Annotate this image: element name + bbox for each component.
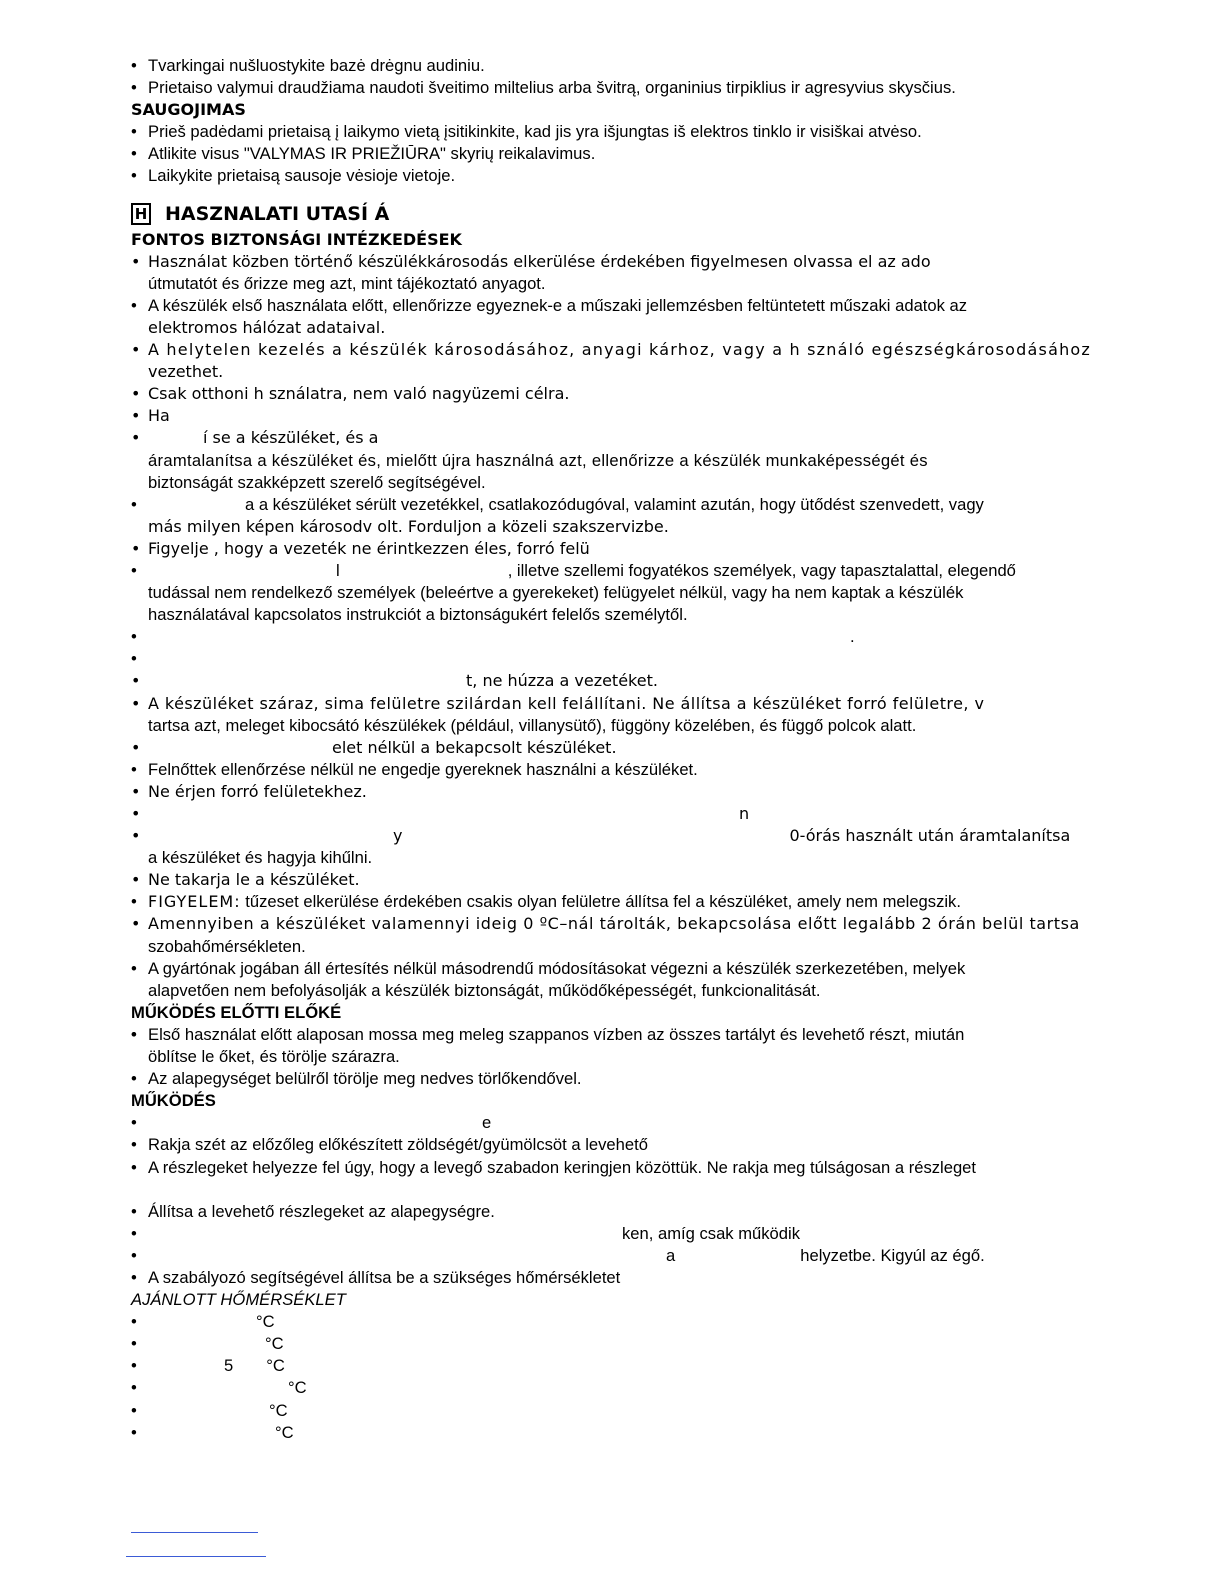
list-item: • e <box>131 1112 1091 1134</box>
list-item: • Ne takarja le a készüléket. <box>131 869 1091 891</box>
list-item: • A szabályozó segítségével állítsa be a szükséges hőmérsékletet <box>131 1267 1091 1289</box>
list-item-continuation: alapvetően nem befolyásolják a készülék biztonságát, működőképességét, funkcionalitását. <box>148 980 821 1000</box>
list-item-continuation: tudással nem rendelkező személyek (beleértve a gyerekeket) felügyelet nélkül, vagy ha nem kaptak a készülék <box>148 583 964 603</box>
list-item: • Az alapegységet belülről törölje meg nedves törlőkendővel. <box>131 1068 1091 1090</box>
list-item: • n <box>131 803 1091 825</box>
footnote-separator <box>131 1532 258 1533</box>
list-item: • A helytelen kezelés a készülék károsodásához, anyagi kárhoz, vagy a h sználó egészségkárosodásához <box>131 339 1091 361</box>
list-item: • elet nélkül a bekapcsolt készüléket. <box>131 737 1091 759</box>
list-item: • Prietaiso valymui draudžiama naudoti šveitimo miltelius arba švitrą, organinius tirpiklius ir agresyvius skysčius. <box>131 77 1091 99</box>
list-item: • Első használat előtt alaposan mossa meg meleg szappanos vízben az összes tartályt és levehető részt, miután <box>131 1024 1091 1046</box>
list-item: • Figyelje , hogy a vezeték ne érintkezzen éles, forró felü <box>131 538 1091 560</box>
footnote-separator <box>126 1556 266 1557</box>
list-item: • a helyzetbe. Kigyúl az égő. <box>131 1245 1091 1267</box>
list-item-continuation: áramtalanítsa a készüléket és, mielőtt újra használná azt, ellenőrizze a készülék munkaképességét és <box>148 450 928 470</box>
list-item: • y 0-órás használt után áramtalanítsa <box>131 825 1091 847</box>
list-item: • FIGYELEM: tűzeset elkerülése érdekében csakis olyan felületre állítsa fel a készüléket, amely nem melegszik. <box>131 891 1091 913</box>
list-item-continuation: vezethet. <box>148 362 224 382</box>
document-page <box>131 55 1091 1444</box>
list-item: • Felnőttek ellenőrzése nélkül ne engedje gyereknek használni a készüléket. <box>131 759 1091 781</box>
language-badge: H <box>131 203 151 225</box>
list-item: • Rakja szét az előzőleg előkészített zöldségét/gyümölcsöt a levehető <box>131 1134 1091 1156</box>
list-item: • Laikykite prietaisą sausoje vėsioje vietoje. <box>131 165 1091 187</box>
section-heading-storage: SAUGOJIMAS <box>131 100 246 120</box>
list-item: • a a készüléket sérült vezetékkel, csatlakozódugóval, valamint azután, hogy ütődést szenvedett, vagy <box>131 494 1091 516</box>
list-item: • Ne érjen forró felületekhez. <box>131 781 1091 803</box>
list-item: • °C <box>131 1377 1091 1399</box>
list-item: • í se a készüléket, és a <box>131 427 1091 449</box>
list-item: • Tvarkingai nušluostykite bazė drėgnu audiniu. <box>131 55 1091 77</box>
list-item-continuation: öblítse le őket, és törölje szárazra. <box>148 1047 400 1067</box>
list-item: • Használat közben történő készülékkárosodás elkerülése érdekében figyelmesen olvassa el az ado <box>131 251 1091 273</box>
list-item: • A gyártónak jogában áll értesítés nélkül másodrendű módosításokat végezni a készülék szerkezetében, melyek <box>131 958 1091 980</box>
list-item: • Állítsa a levehető részlegeket az alapegységre. <box>131 1201 1091 1223</box>
list-item-continuation: tartsa azt, meleget kibocsátó készülékek (például, villanysütő), függöny közelében, és függő polcok alatt. <box>148 715 917 735</box>
list-item-continuation: a készüléket és hagyja kihűlni. <box>148 848 373 868</box>
list-item: • l , illetve szellemi fogyatékos személyek, vagy tapasztalattal, elegendő <box>131 560 1091 582</box>
list-item-continuation: használatával kapcsolatos instrukciót a biztonságukért felelős személytől. <box>148 605 688 625</box>
list-item-continuation: útmutatót és őrizze meg azt, mint tájékoztató anyagot. <box>148 273 546 293</box>
list-item: • Csak otthoni h sználatra, nem való nagyüzemi célra. <box>131 383 1091 405</box>
section-heading-temperature: AJÁNLOTT HŐMÉRSÉKLET <box>131 1290 346 1310</box>
list-item: • Ha <box>131 405 1091 427</box>
list-item-continuation: szobahőmérsékleten. <box>148 936 306 956</box>
list-item: • . <box>131 626 1091 648</box>
section-title: HASZNALATI UTASÍ Á <box>165 202 390 225</box>
list-item: • °C <box>131 1333 1091 1355</box>
section-heading-safety: FONTOS BIZTONSÁGI INTÉZKEDÉSEK <box>131 229 462 249</box>
list-item-continuation: elektromos hálózat adataival. <box>148 317 386 337</box>
list-item: • A készüléket száraz, sima felületre szilárdan kell felállítani. Ne állítsa a készüléket forró felületre, v <box>131 693 1091 715</box>
list-item: • Atlikite visus "VALYMAS IR PRIEŽIŪRA" skyrių reikalavimus. <box>131 143 1091 165</box>
list-item: • A részlegeket helyezze fel úgy, hogy a levegő szabadon keringjen közöttük. Ne rakja meg túlságosan a részleget <box>131 1157 1091 1179</box>
section-heading-operation: MŰKÖDÉS <box>131 1091 216 1111</box>
list-item: • °C <box>131 1400 1091 1422</box>
list-item: • A készülék első használata előtt, ellenőrizze egyeznek-e a műszaki jellemzésben feltüntetett műszaki adatok az <box>131 295 1091 317</box>
list-item: • t, ne húzza a vezetéket. <box>131 670 1091 692</box>
list-item-continuation: biztonságát szakképzett szerelő segítségével. <box>148 472 486 492</box>
list-item: • Amennyiben a készüléket valamennyi ideig 0 ºC–nál tárolták, bekapcsolása előtt legalább 2 órán belül tartsa <box>131 913 1091 935</box>
list-item: • °C <box>131 1311 1091 1333</box>
list-item-continuation: más milyen képen károsodv olt. Forduljon a közeli szakszervizbe. <box>148 516 669 536</box>
list-item: • Prieš padėdami prietaisą į laikymo vietą įsitikinkite, kad jis yra išjungtas iš elektros tinklo ir visiškai atvėso. <box>131 121 1091 143</box>
list-item: • °C <box>131 1422 1091 1444</box>
list-item: • ken, amíg csak működik <box>131 1223 1091 1245</box>
language-section-title <box>131 199 1091 229</box>
section-heading-preparation: MŰKÖDÉS ELŐTTI ELŐKÉ <box>131 1002 342 1022</box>
list-item: • 5 °C <box>131 1355 1091 1377</box>
